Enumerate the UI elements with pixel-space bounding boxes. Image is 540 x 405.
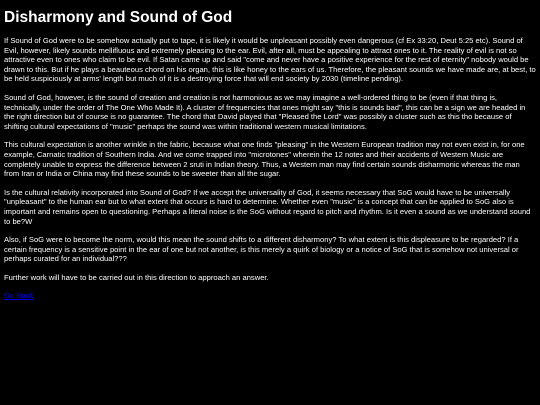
page-title: Disharmony and Sound of God xyxy=(4,9,233,26)
paragraph-cultural-relativity: Is the cultural relativity incorporated into Sound of God? If we accept the universality of God, it seems necessary that SoG would have to be universally "unpleasant" to the human ear but to what extent that occurs is hard to determine. Whether even "music" is a concept that can be applied to SoG also is important and remains open to questioning. Perhaps a literal noise is the SoG without regard to pitch and rhythm. Is it even a sound as we understand sound to be?W xyxy=(4,187,531,226)
paragraph-sound-of-evil: If Sound of God were to be somehow actually put to tape, it is likely it would be unpleasant possibly even dangerous (cf Ex 33:20, Deut 5:25 etc). Sound of Evil, however, likely sounds mellifluous and extremely pleasing to the ear. Evil, after all, must be appealing to attract ones to it. The reality of evil is not so attractive even to ones who claim to be evil. If Satan came up and said "come and never have a positive experience for the rest of eternity" nobody would be drawn to this. But if he plays a beauteous chord on his organ, this is like honey to the ears of us. Therefore, the pleasant sounds we have made are, at best, to be held suspiciously at arms' length but much of it is a destroying force that will end society by 2030 (timeline pending). xyxy=(4,36,536,84)
paragraph-sound-of-god-creation: Sound of God, however, is the sound of creation and creation is not harmonious as we may imagine a well-ordered thing to be (even if that thing is, technically, under the order of The One Who Made It). A cluster of frequencies that ones might say "this is sounds bad", this can be a sign we are headed in the right direction but of course is no guarantee. The chord that David played that "Pleased the Lord" was possibly a cluster such as this tho because of shifting cultural expectations of "music" perhaps the sound was within traditional western musical limitations. xyxy=(4,92,526,131)
paragraph-further-work: Further work will have to be carried out in this direction to approach an answer. xyxy=(4,272,269,282)
paragraph-cultural-expectation: This cultural expectation is another wrinkle in the fabric, because what one finds "pleasing" in the Western European tradition may not even exist in, for one example, Carnatic tradition of Southern India. And we come trapped into "microtones" wherein the 12 notes and their accidents of Western Music are completely unable to express the difference between 2 sruti in Indian theory. Thus, a Western man may find certain sounds disharmonic whereas the man from Iran or India or China may find these sounds to be sweeter than all the sugar. xyxy=(4,140,525,179)
back-link-container xyxy=(4,291,536,301)
go-back-link[interactable]: Go Back xyxy=(4,291,34,301)
paragraph-sog-norm: Also, if SoG were to become the norm, would this mean the sound shifts to a different disharmony? To what extent is this displeasure to be regarded? If a certain frequency is a sensitive point in the ear of one but not another, is this merely a quirk of biology or a notice of SoG that is somehow not universal or perhaps curated for an individual??? xyxy=(4,235,519,264)
